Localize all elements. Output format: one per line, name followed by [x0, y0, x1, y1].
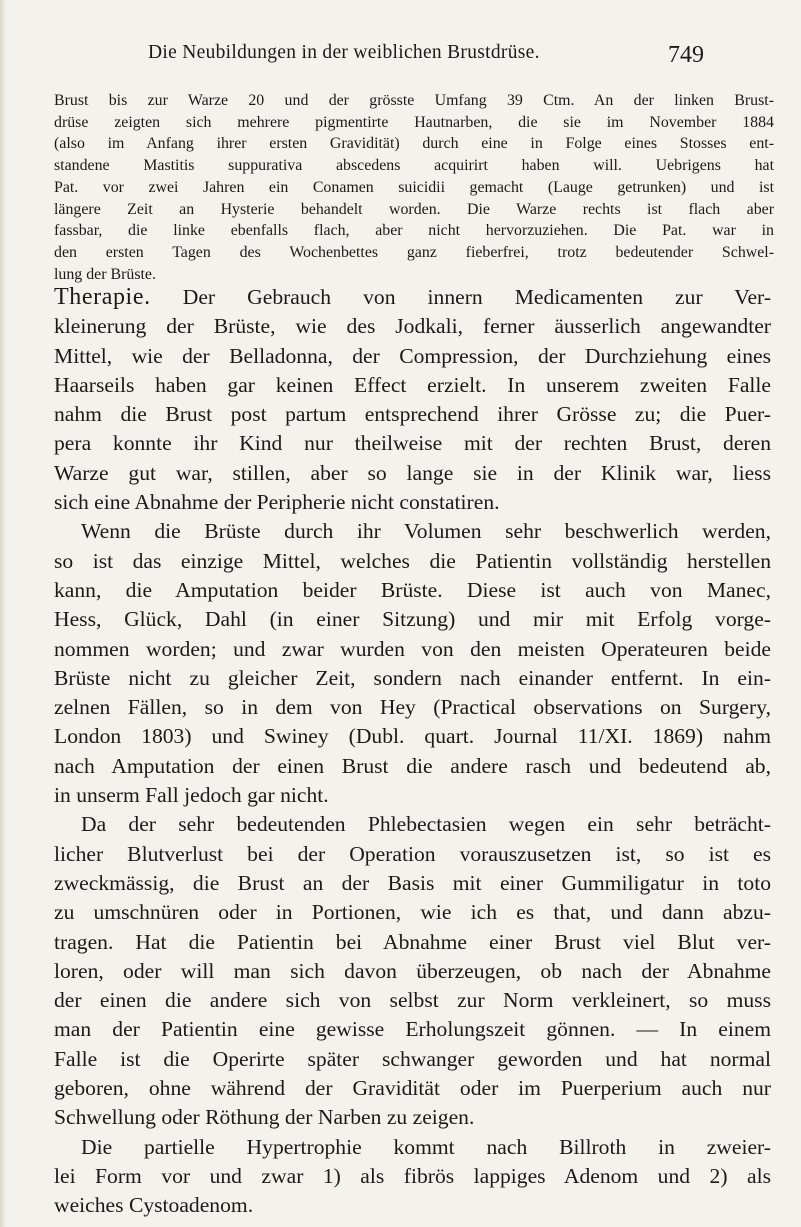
text-line: zweckmässig, die Brust an der Basis mit einer Gummiligatur in toto: [54, 870, 771, 895]
text-line: Brust bis zur Warze 20 und der grösste Umfang 39 Ctm. An der linken Brust-: [54, 92, 774, 109]
text-line: Die partielle Hypertrophie kommt nach Billroth in zweier-: [81, 1134, 771, 1159]
running-header-title: Die Neubildungen in der weiblichen Brustdrüse.: [148, 42, 540, 63]
text-line: so ist das einzige Mittel, welches die Patientin vollständig herstellen: [54, 548, 771, 573]
text-line: lei Form vor und zwar 1) als fibrös lappiges Adenom und 2) als: [54, 1163, 771, 1188]
text-line: lung der Brüste.: [54, 265, 156, 283]
therapie-paragraph: [54, 283, 771, 517]
text-line: (also im Anfang ihrer ersten Gravidität) durch eine in Folge eines Stosses ent-: [54, 135, 774, 153]
text-line: zu umschnüren oder in Portionen, wie ich es that, und dann abzu-: [54, 900, 771, 925]
text-line: man der Patientin eine gewisse Erholungszeit gönnen. — In einem: [54, 1017, 771, 1042]
text-line: Pat. vor zwei Jahren ein Conamen suicidii gemacht (Lauge getrunken) und ist: [54, 178, 774, 196]
running-header: [148, 42, 708, 72]
amputation-paragraph: [54, 517, 771, 810]
text-line: [54, 283, 771, 312]
page-number: 749: [668, 42, 704, 68]
text-line: fassbar, die linke ebenfalls flach, aber nicht hervorzuziehen. Die Pat. war in: [54, 222, 774, 240]
text-line: tragen. Hat die Patientin bei Abnahme einer Brust viel Blut ver-: [54, 929, 771, 954]
text-line: in unserm Fall jedoch gar nicht.: [54, 783, 329, 808]
text-line: Schwellung oder Röthung der Narben zu zeigen.: [54, 1105, 475, 1130]
hypertrophie-paragraph: [54, 1133, 771, 1221]
therapie-heading: Therapie.: [54, 284, 151, 310]
text-line: geboren, ohne während der Gravidität oder im Puerperium auch nur: [54, 1076, 771, 1101]
text-line: nahm die Brust post partum entsprechend ihrer Grösse zu; die Puer-: [54, 402, 771, 427]
therapie-first-line: Der Gebrauch von innern Medicamenten zur Ver-: [182, 285, 772, 309]
text-line: pera konnte ihr Kind nur theilweise mit der rechten Brust, deren: [54, 431, 771, 456]
text-line: Da der sehr bedeutenden Phlebectasien wegen ein sehr beträcht-: [81, 812, 771, 837]
text-line: London 1803) und Swiney (Dubl. quart. Journal 11/XI. 1869) nahm: [54, 724, 771, 749]
case-report-paragraph: [54, 90, 774, 285]
phlebectasien-paragraph: [54, 810, 771, 1132]
text-line: den ersten Tagen des Wochenbettes ganz fieberfrei, trotz bedeutender Schwel-: [54, 243, 774, 261]
text-line: sich eine Abnahme der Peripherie nicht constatiren.: [54, 490, 500, 515]
text-line: Falle ist die Operirte später schwanger geworden und hat normal: [54, 1046, 771, 1071]
text-line: längere Zeit an Hysterie behandelt worden. Die Warze rechts ist flach aber: [54, 200, 774, 218]
text-line: nach Amputation der einen Brust die andere rasch und bedeutend ab,: [54, 753, 771, 778]
text-line: weiches Cystoadenom.: [54, 1193, 254, 1218]
text-line: Brüste nicht zu gleicher Zeit, sondern nach einander entfernt. In ein-: [54, 665, 771, 690]
text-line: loren, oder will man sich davon überzeugen, ob nach der Abnahme: [54, 958, 771, 983]
text-line: Warze gut war, stillen, aber so lange sie in der Klinik war, liess: [54, 460, 771, 485]
text-line: Wenn die Brüste durch ihr Volumen sehr beschwerlich werden,: [81, 519, 771, 544]
text-line: Mittel, wie der Belladonna, der Compression, der Durchziehung eines: [54, 343, 771, 368]
text-line: Hess, Glück, Dahl (in einer Sitzung) und mir mit Erfolg vorge-: [54, 607, 771, 632]
text-line: kleinerung der Brüste, wie des Jodkali, ferner äusserlich angewandter: [54, 314, 771, 339]
text-line: der einen die andere sich von selbst zur Norm verkleinert, so muss: [54, 988, 771, 1013]
main-text: [54, 283, 771, 1221]
text-line: nommen worden; und zwar wurden von den meisten Operateuren beide: [54, 636, 771, 661]
text-line: zelnen Fällen, so in dem von Hey (Practical observations on Surgery,: [54, 695, 771, 720]
text-line: standene Mastitis suppurativa abscedens acquirirt haben will. Uebrigens hat: [54, 157, 774, 175]
text-line: Haarseils haben gar keinen Effect erzielt. In unserem zweiten Falle: [54, 372, 771, 397]
page-gutter-shadow: [0, 0, 6, 1227]
text-line: licher Blutverlust bei der Operation vorauszusetzen ist, so ist es: [54, 841, 771, 866]
text-line: drüse zeigten sich mehrere pigmentirte Hautnarben, die sie im November 1884: [54, 113, 774, 131]
text-line: kann, die Amputation beider Brüste. Diese ist auch von Manec,: [54, 577, 771, 602]
